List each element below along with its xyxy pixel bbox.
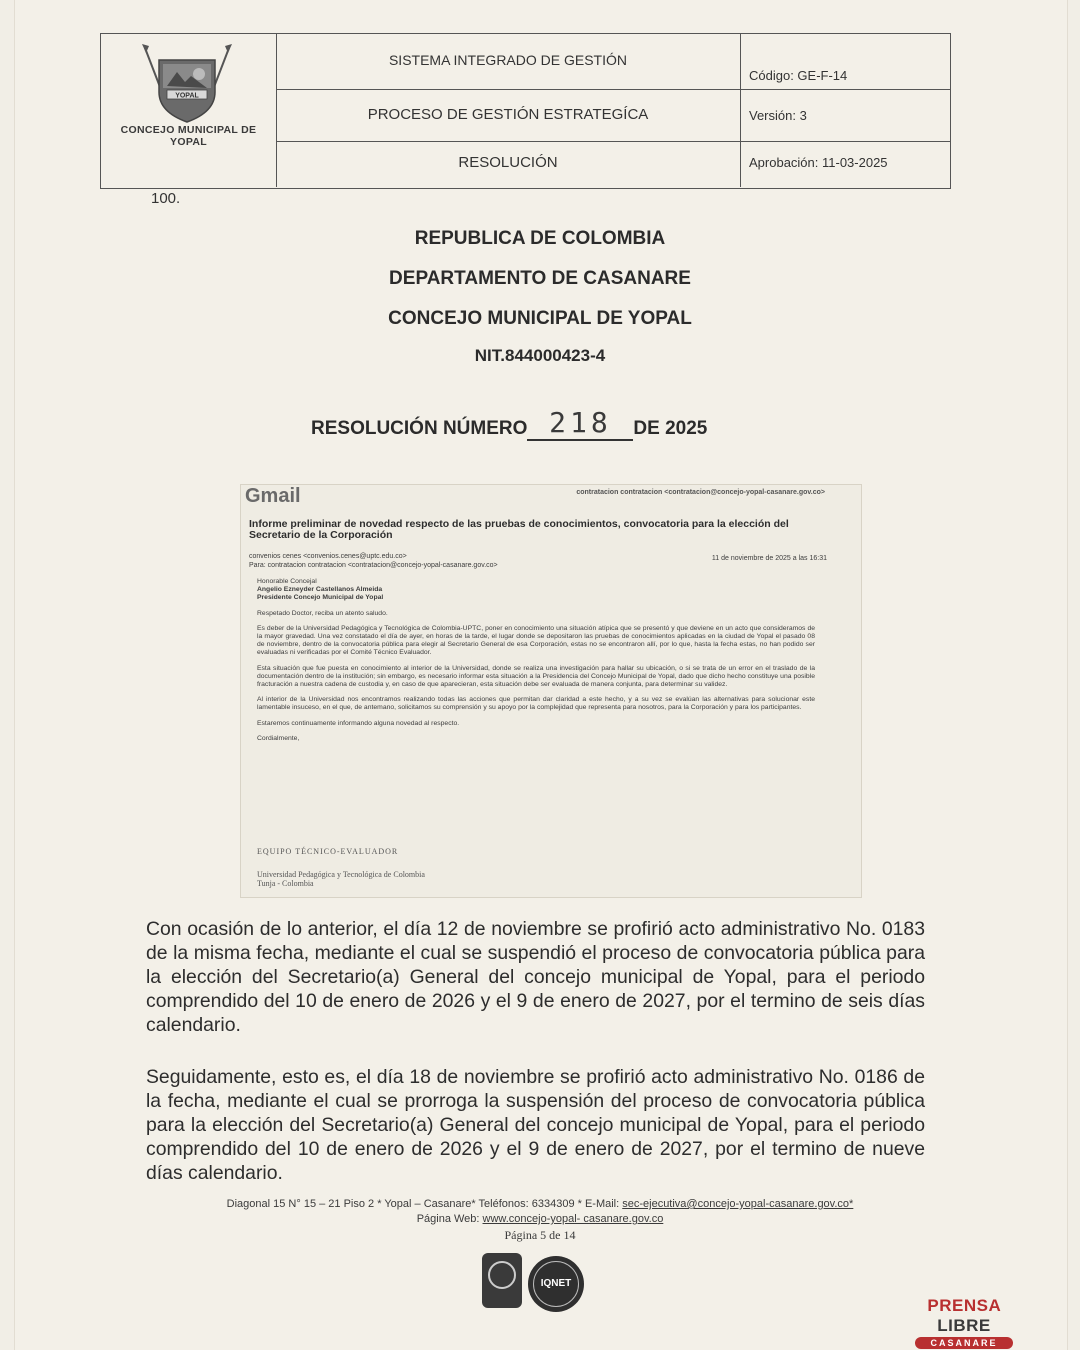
email-paragraph: Es deber de la Universidad Pedagógica y Tecnológica de Colombia-UPTC, poner en conocimiento una situación atípica que se presentó y que deviene en un acto que consideramos de la mayor gravedad. Una vez constatado el día de ayer, en horas de la tarde, el lugar donde se depositaron las pruebas de conocimientos aplicadas en la ciudad de Yopal el pasado 08 de noviembre, dentro de la convocatoria pública para elegir al Secretario General de esa Corporación, estas no se encontraron allí, por lo que, hasta la fecha estas, no han podido ser evaluadas ni verificadas por el Comité Técnico Evaluador. (257, 624, 815, 657)
footer-web-label: Página Web: (416, 1213, 483, 1225)
header-right-column (740, 34, 950, 187)
resolution-number: 218 (527, 406, 633, 441)
email-closing: Cordialmente, (257, 734, 300, 742)
document-code: Código: GE-F-14 (740, 34, 950, 90)
email-paragraph: Al interior de la Universidad nos encontramos realizando todas las acciones que permitan dar claridad a este hecho, y a su vez se evalúan las alternativas para solucionar este lamentable insuceso, en el que, de antemano, solicitamos su comprensión y su apoyo por la complejidad que representa para nosotros, para la Corporación y para los participantes. (257, 696, 815, 712)
process-name: PROCESO DE GESTIÓN ESTRATEGÍCA (276, 90, 740, 142)
email-sender-block (249, 553, 498, 570)
email-subject: Informe preliminar de novedad respecto de las pruebas de conocimientos, convocatoria para la elección del Secretario de la Corporación (249, 518, 789, 541)
body-paragraph: Seguidamente, esto es, el día 18 de noviembre se profirió acto administrativo No. 0186 de la fecha, mediante el cual se prorroga la suspensión del proceso de convocatoria pública para la elección del Secretario(a) General del concejo municipal de Yopal, para el periodo comprendido del 10 de enero de 2026 y el 9 de enero de 2027, por el termino de nueve días calendario. (146, 1066, 925, 1184)
email-account: contratacion contratacion <contratacion@concejo-yopal-casanare.gov.co> (576, 489, 825, 496)
folio-number: 100. (151, 190, 181, 207)
watermark-region: CASANARE (915, 1337, 1013, 1349)
resolution-line (311, 408, 707, 443)
document-version: Versión: 3 (740, 90, 950, 142)
iqnet-label: IQNET (540, 1278, 572, 1289)
signature-city: Tunja - Colombia (257, 879, 314, 888)
email-from: convenios cenes <convenios.cenes@uptc.edu.co> (249, 553, 407, 560)
document-type: RESOLUCIÓN (458, 154, 558, 171)
council-title: CONCEJO MUNICIPAL DE YOPAL (388, 308, 692, 329)
system-name: SISTEMA INTEGRADO DE GESTIÓN (276, 34, 740, 90)
footer-address-text: Diagonal 15 N° 15 – 21 Piso 2 * Yopal – Casanare* Teléfonos: 6334309 * E-Mail: (226, 1198, 623, 1210)
logo-cell (101, 34, 277, 187)
council-shield-logo (137, 42, 237, 124)
prensa-libre-watermark (908, 1296, 1020, 1349)
footer-address (0, 1198, 1080, 1210)
email-body (257, 578, 815, 750)
footer-web-link[interactable]: www.concejo-yopal- casanare.gov.co (482, 1213, 664, 1225)
logo-banner-text: YOPAL (175, 92, 199, 100)
recipient-title: Presidente Concejo Municipal de Yopal (257, 594, 384, 602)
signature-team: EQUIPO TÉCNICO-EVALUADOR (257, 847, 399, 856)
document-header-table (100, 33, 951, 189)
watermark-brand-b: LIBRE (937, 1316, 991, 1335)
footer-email-link[interactable]: sec-ejecutiva@concejo-yopal-casanare.gov.co* (622, 1198, 854, 1210)
resolution-label: RESOLUCIÓN NÚMERO (311, 418, 528, 439)
iqnet-seal-icon (528, 1256, 584, 1312)
email-greeting: Respetado Doctor, reciba un atento saludo. (257, 609, 388, 617)
header-middle-column (276, 34, 741, 187)
body-paragraph: Con ocasión de lo anterior, el día 12 de noviembre se profirió acto administrativo No. 0183 de la misma fecha, mediante el cual se suspendió el proceso de convocatoria pública para la elección del Secretario(a) General del concejo municipal de Yopal, para el periodo comprendido del 10 de enero de 2026 y el 9 de enero de 2027, por el termino de seis días calendario. (146, 918, 925, 1036)
email-screenshot (240, 484, 862, 898)
email-signature (257, 847, 425, 888)
recipient-line: Honorable Concejal (257, 578, 317, 585)
department-title: DEPARTAMENTO DE CASANARE (389, 268, 691, 289)
footer-web (0, 1213, 1080, 1225)
page-number: Página 5 de 14 (504, 1228, 576, 1242)
org-name: CONCEJO MUNICIPAL DE YOPAL (120, 124, 257, 148)
resolution-year: DE 2025 (633, 418, 708, 439)
gmail-logo: Gmail (245, 485, 301, 507)
watermark-brand-a: PRENSA (927, 1296, 1001, 1315)
email-to: Para: contratacion contratacion <contratacion@concejo-yopal-casanare.gov.co> (249, 561, 498, 569)
republic-title: REPUBLICA DE COLOMBIA (414, 228, 666, 249)
email-paragraph: Estaremos continuamente informando alguna novedad al respecto. (257, 719, 460, 727)
recipient-name: Angelio Ezneyder Castellanos Almeida (257, 586, 383, 594)
nit-number: NIT.844000423-4 (474, 346, 606, 365)
email-paragraph: Esta situación que fue puesta en conocimiento al interior de la Universidad, donde se realiza una investigación para hallar su ubicación, o si se trata de un error en el traslado de la documentación dentro de la institución; sin embargo, es necesario informar esta situación a la Presidencia del Concejo Municipal de Yopal, dado que dicho hecho constituye una posible fracturación a nuestra cadena de custodia y, en caso de que aparecieran, esta situación debe ser evaluada de manera conjunta, para determinar su validez. (257, 664, 815, 689)
certification-seal-icon (482, 1253, 522, 1308)
approval-date: Aprobación: 11-03-2025 (749, 155, 888, 170)
email-date: 11 de noviembre de 2025 a las 16:31 (711, 555, 827, 562)
signature-university: Universidad Pedagógica y Tecnológica de Colombia (257, 870, 425, 879)
